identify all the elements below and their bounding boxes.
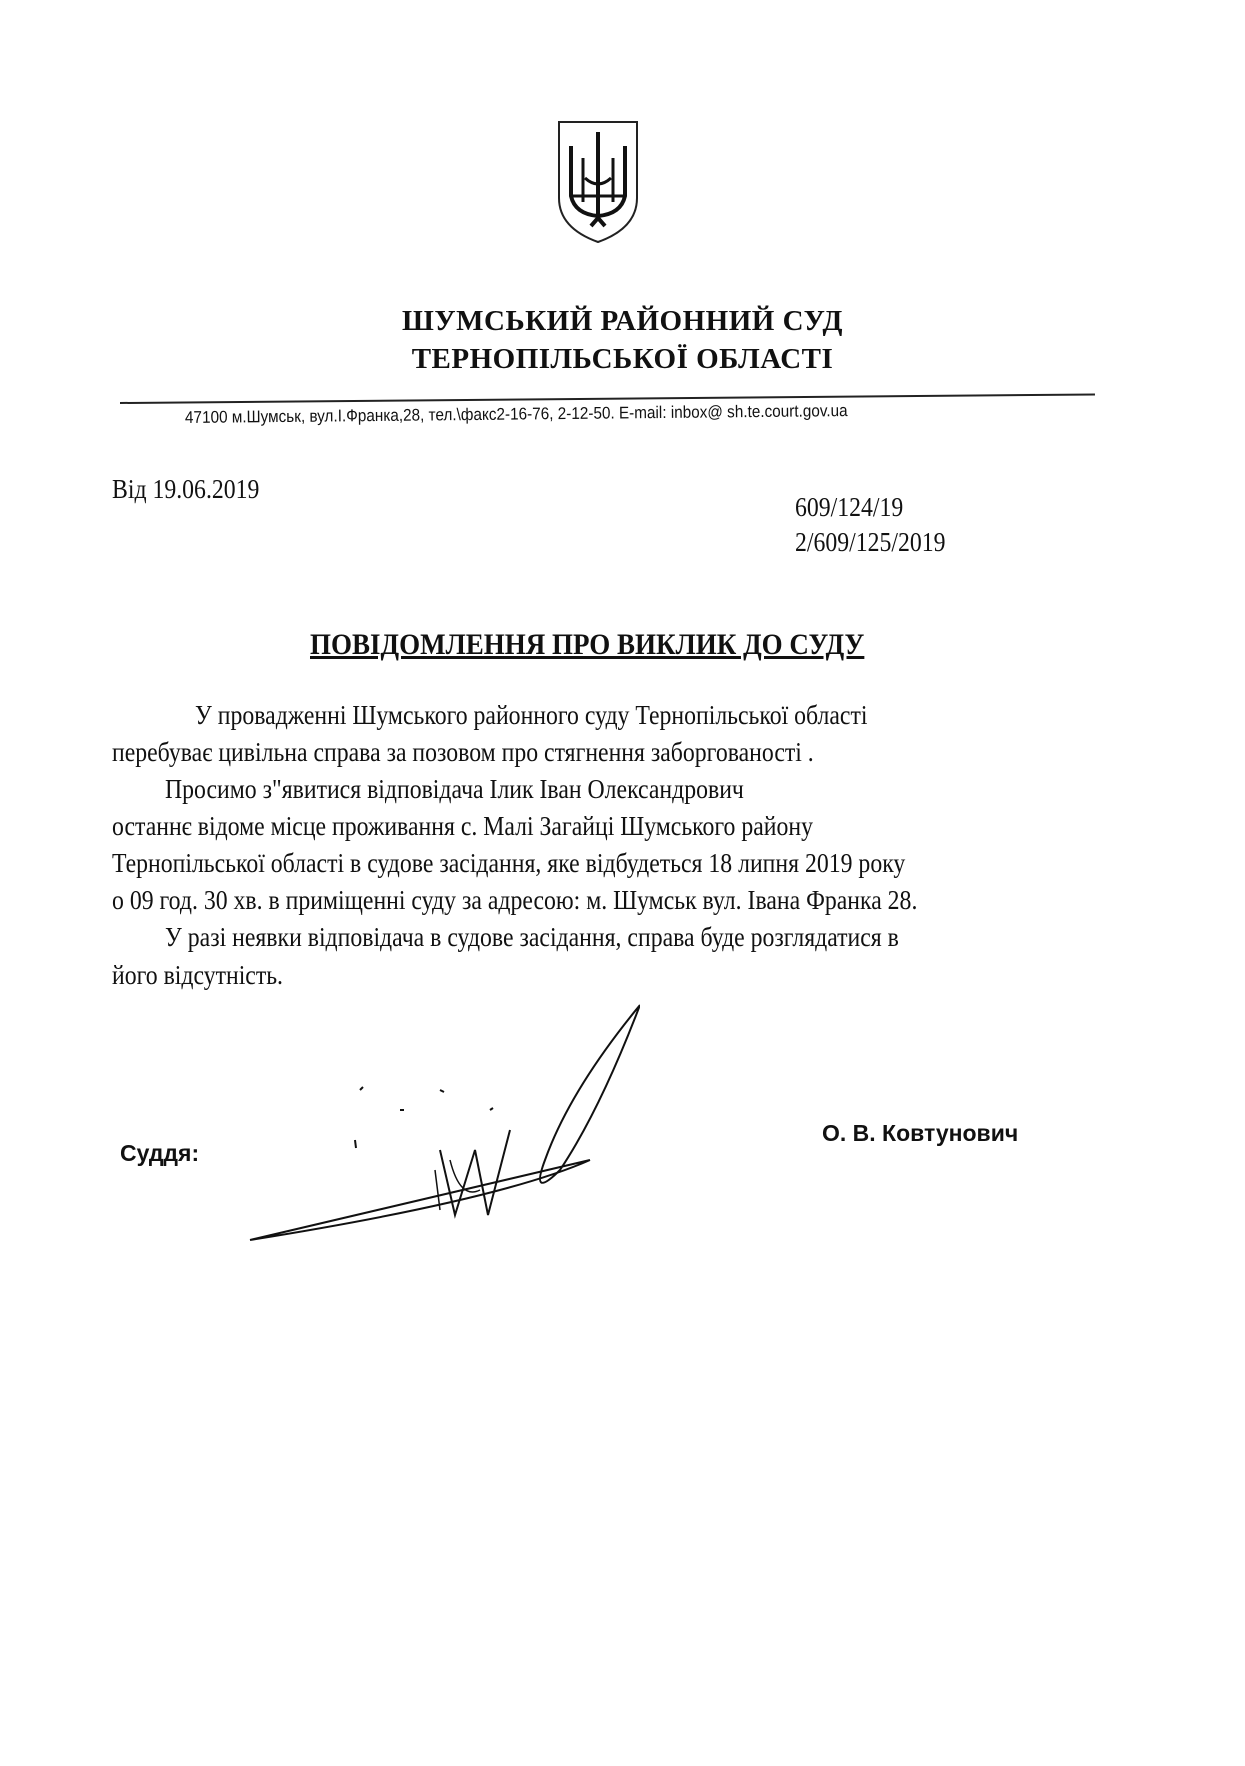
court-name-line2: ТЕРНОПІЛЬСЬКОЇ ОБЛАСТІ — [411, 343, 834, 375]
document-date: Від 19.06.2019 — [112, 474, 260, 504]
handwritten-signature — [240, 1000, 640, 1260]
judge-label: Суддя: — [120, 1140, 200, 1166]
header-divider — [120, 393, 1095, 404]
body-line: У провадженні Шумського районного суду Тернопільської області — [195, 700, 868, 730]
case-number-2: 2/609/125/2019 — [795, 527, 946, 557]
document-title: ПОВІДОМЛЕННЯ ПРО ВИКЛИК ДО СУДУ — [310, 628, 865, 661]
court-address: 47100 м.Шумськ, вул.І.Франка,28, тел.\факс2-16-76, 2-12-50. E-mail: inbox@ sh.te.court.gov.ua — [184, 401, 848, 427]
body-line: Тернопільської області в судове засідання, яке відбудеться 18 липня 2019 року — [112, 848, 906, 878]
case-number-1: 609/124/19 — [795, 492, 904, 522]
body-line: його відсутність. — [112, 960, 284, 990]
body-line: Просимо з"явитися відповідача Ілик Іван Олександрович — [165, 774, 744, 804]
body-line: о 09 год. 30 хв. в приміщенні суду за адресою: м. Шумськ вул. Івана Франка 28. — [112, 885, 918, 915]
judge-name: О. В. Ковтунович — [822, 1120, 1019, 1146]
body-line: У разі неявки відповідача в судове засідання, справа буде розглядатися в — [165, 922, 899, 952]
body-line: останнє відоме місце проживання с. Малі Загайці Шумського району — [112, 811, 814, 841]
court-name-line1: ШУМСЬКИЙ РАЙОННИЙ СУД — [402, 305, 843, 337]
body-line: перебуває цивільна справа за позовом про стягнення заборгованості . — [112, 737, 814, 767]
coat-of-arms-icon — [555, 118, 641, 246]
